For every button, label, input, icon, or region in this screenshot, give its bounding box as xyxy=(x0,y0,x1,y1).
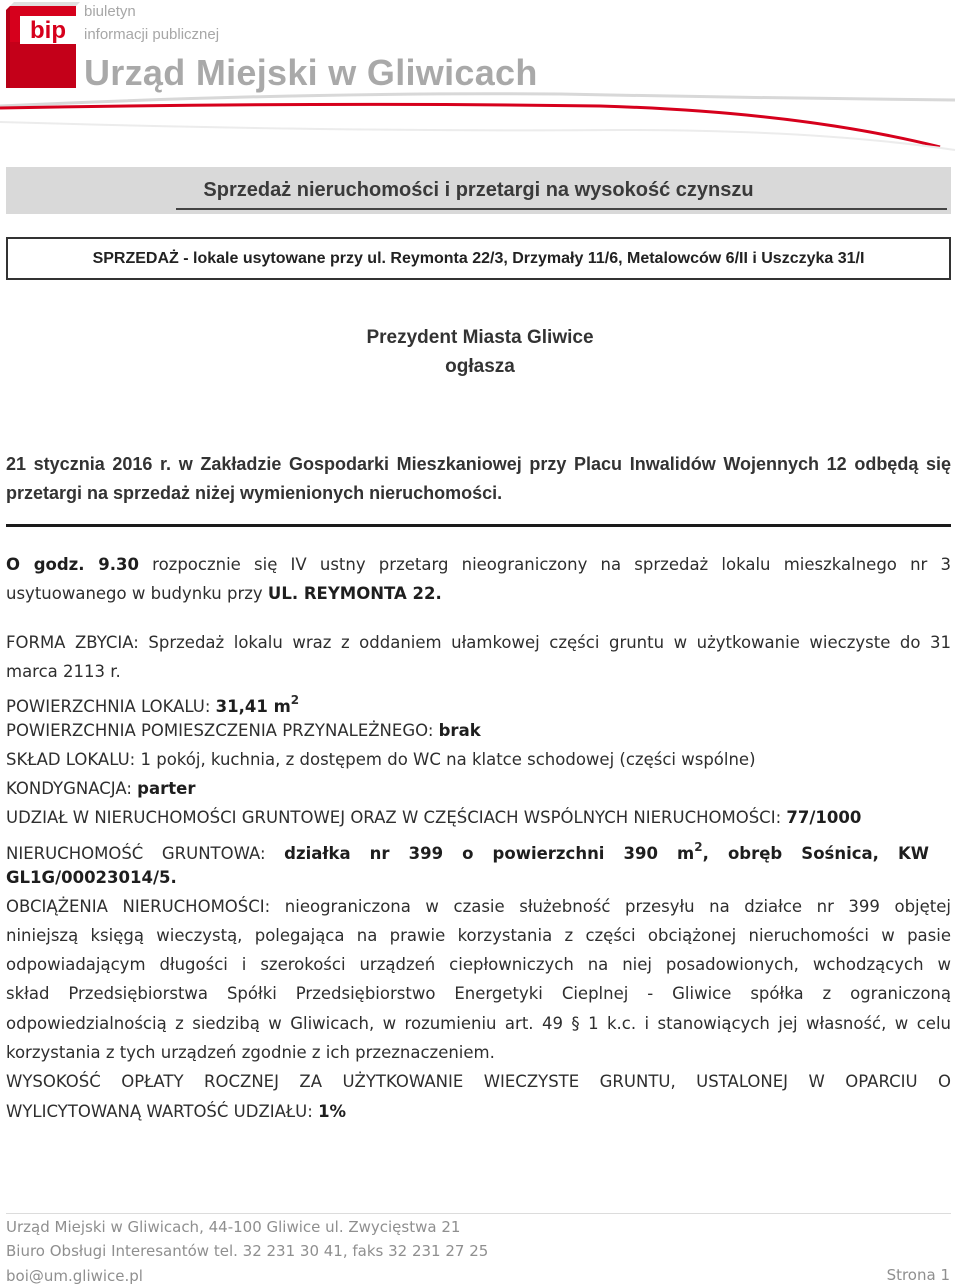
land-value-c: GL1G/00023014/5. xyxy=(6,868,177,887)
area-exp: 2 xyxy=(290,693,300,707)
composition-value: 1 pokój, kuchnia, z dostępem do WC na klatce schodowej (części wspólne) xyxy=(140,750,756,769)
forma-label: FORMA ZBYCIA: xyxy=(6,633,139,652)
forma-line-1 xyxy=(6,628,951,657)
footer-email-link[interactable]: boi@um.gliwice.pl xyxy=(6,1267,143,1285)
fee-value: 1% xyxy=(318,1102,347,1121)
land-line-2 xyxy=(6,863,951,892)
institution-title: Urząd Miejski w Gliwicach xyxy=(84,52,538,93)
auction-line-2 xyxy=(6,579,951,608)
bip-line-2: informacji publicznej xyxy=(84,26,220,43)
issuer: Prezydent Miasta Gliwice xyxy=(366,327,594,348)
encumbrance-text-4: skład Przedsiębiorstwa Spółki Przedsiębiorstwo Energetyki Cieplnej - Gliwice spółka z ograniczoną xyxy=(6,984,951,1003)
fee-label: WYLICYTOWANĄ WARTOŚĆ UDZIAŁU: xyxy=(6,1102,313,1121)
auction-line-1 xyxy=(6,550,951,579)
intro-paragraph: 21 stycznia 2016 r. w Zakładzie Gospodarki Mieszkaniowej przy Placu Inwalidów Wojennych 12 odbędą się przetargi na sprzedaż niżej wymienionych nieruchomości. xyxy=(6,454,951,503)
share-label: UDZIAŁ W NIERUCHOMOŚCI GRUNTOWEJ ORAZ W CZĘŚCIACH WSPÓLNYCH NIERUCHOMOŚCI: xyxy=(6,808,782,827)
encumbrance-text-5: odpowiedzialnością z siedzibą w Gliwicach, w rozumieniu art. 49 § 1 k.c. i stanowiących jej własność, w celu xyxy=(6,1014,951,1033)
encumbrance-text-2: niniejszą księgą wieczystą, polegająca na prawie korzystania z części obciążonej nieruchomości w pasie xyxy=(6,926,951,945)
land-label: NIERUCHOMOŚĆ GRUNTOWA: xyxy=(6,844,266,863)
area-label: POWIERZCHNIA LOKALU: xyxy=(6,697,211,716)
header-swoosh-decoration xyxy=(0,92,960,154)
page-number: Strona 1 xyxy=(886,1266,950,1284)
encumbrance-line-1 xyxy=(6,892,951,921)
bip-line-1: biuletyn xyxy=(84,3,136,20)
floor-value: parter xyxy=(137,779,196,798)
composition-label: SKŁAD LOKALU: xyxy=(6,750,136,769)
area-value: 31,41 m xyxy=(215,697,291,716)
land-value-b: , obręb Sośnica, KW xyxy=(702,844,929,863)
logo-text: bip xyxy=(30,17,66,44)
fee-line-2 xyxy=(6,1097,951,1126)
composition-line xyxy=(6,745,951,774)
announcement-title: SPRZEDAŻ - lokale usytowane przy ul. Reymonta 22/3, Drzymały 11/6, Metalowców 6/II i Uszczyka 31/I xyxy=(92,250,865,267)
section-banner xyxy=(6,167,951,214)
auction-address: UL. REYMONTA 22. xyxy=(267,584,442,603)
floor-label: KONDYGNACJA: xyxy=(6,779,132,798)
bip-label xyxy=(84,0,219,46)
bip-logo-icon[interactable] xyxy=(6,2,80,88)
announcement-box xyxy=(6,237,951,280)
share-line xyxy=(6,803,951,832)
encumbrance-text-1: nieograniczona w czasie służebność przesyłu na działce nr 399 objętej xyxy=(284,897,951,916)
encumbrance-text-3: odpowiadającym długości i szerokości urządzeń ciepłowniczych na niej posadowionych, wchodzących w xyxy=(6,955,951,974)
auction-text-1: rozpocznie się IV ustny przetarg nieograniczony na sprzedaż lokalu mieszkalnego nr 3 xyxy=(152,555,952,574)
banner-divider xyxy=(176,208,947,210)
floor-line xyxy=(6,774,951,803)
land-exp: 2 xyxy=(694,840,703,854)
share-value: 77/1000 xyxy=(786,808,862,827)
footer-address: Urząd Miejski w Gliwicach, 44-100 Gliwice ul. Zwycięstwa 21 xyxy=(6,1218,461,1236)
auction-text-2: usytuowanego w budynku przy xyxy=(6,584,263,603)
footer-divider xyxy=(6,1213,951,1214)
footer-phone: Biuro Obsługi Interesantów tel. 32 231 30 41, faks 32 231 27 25 xyxy=(6,1242,489,1260)
announces: ogłasza xyxy=(445,356,515,377)
section-title: Sprzedaż nieruchomości i przetargi na wysokość czynszu xyxy=(203,179,754,201)
fee-line-1: WYSOKOŚĆ OPŁATY ROCZNEJ ZA UŻYTKOWANIE WIECZYSTE GRUNTU, USTALONEJ W OPARCIU O xyxy=(6,1072,951,1091)
aux-room-line xyxy=(6,716,951,745)
encumbrance-text-6: korzystania z tych urządzeń zgodnie z ich przeznaczeniem. xyxy=(6,1043,495,1062)
aux-label: POWIERZCHNIA POMIESZCZENIA PRZYNALEŻNEGO: xyxy=(6,721,434,740)
divider xyxy=(6,524,951,527)
forma-text-1: Sprzedaż lokalu wraz z oddaniem ułamkowej części gruntu w użytkowanie wieczyste do 31 xyxy=(148,633,951,652)
auction-time: O godz. 9.30 xyxy=(6,555,139,574)
encumbrance-label: OBCIĄŻENIA NIERUCHOMOŚCI: xyxy=(6,897,271,916)
forma-text-2: marca 2113 r. xyxy=(6,662,121,681)
aux-value: brak xyxy=(438,721,481,740)
land-value-a: działka nr 399 o powierzchni 390 m xyxy=(284,844,695,863)
